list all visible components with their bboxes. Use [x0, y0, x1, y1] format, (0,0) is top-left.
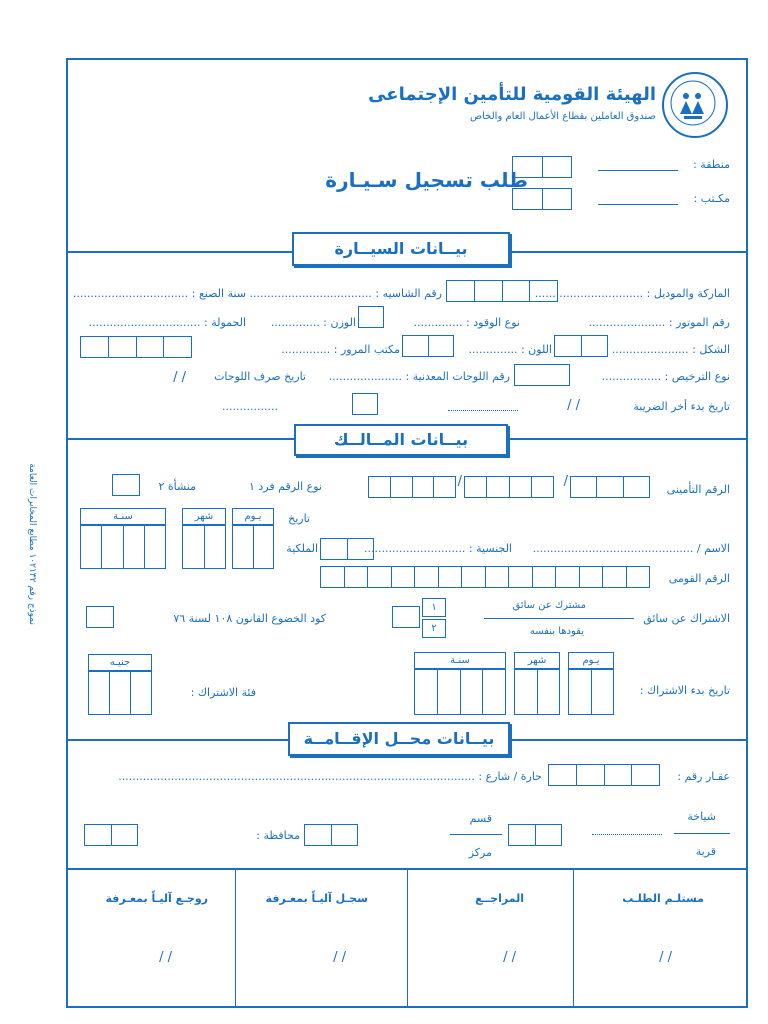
car-traffic-office: مكتب المرور : ..............: [281, 343, 400, 356]
weight-box[interactable]: [358, 306, 384, 328]
footer-reviewed: روجـع آليـاً بمعـرفة: [105, 892, 208, 905]
form-title: طلب تسجيل سـيـارة: [325, 168, 528, 192]
tax-date-dots: [448, 410, 518, 411]
sub-day-label: يـوم: [568, 652, 614, 669]
car-make-year: سنة الصنع : .................................: [72, 287, 246, 300]
residence-governorate: محافظة :: [256, 829, 300, 842]
property-no-boxes[interactable]: [548, 764, 660, 786]
chassis-boxes[interactable]: [446, 280, 558, 302]
insurance-boxes-2[interactable]: [464, 476, 554, 498]
owner-drives-self: يقودها بنفسه: [529, 626, 584, 637]
owner-sub-category: فئة الاشتراك :: [190, 686, 256, 699]
owner-day-label: يـوم: [232, 508, 274, 525]
qism-line: [450, 834, 502, 835]
residence-sheyakha: شياخة: [687, 810, 716, 823]
owner-national-id: الرقم القومى: [668, 572, 730, 585]
office-label: مكـتب :: [693, 192, 730, 205]
residence-property-no: عقـار رقم :: [677, 770, 730, 783]
section-owner-title: بيــانات المــالــك: [294, 424, 508, 456]
residence-street: حارة / شارع : ......................................................................................................: [118, 770, 542, 783]
side-form-number: نموذج رقم ١٠٢١٣٢ مطابع المخابرات العامة: [27, 463, 37, 625]
owner-month-label: شهر: [182, 508, 226, 525]
footer-date-slashes: / /: [333, 950, 346, 965]
footer-date-slashes: / /: [503, 950, 516, 965]
number-type-box[interactable]: [112, 474, 140, 496]
owner-sub-with-driver: مشترك عن سائق: [512, 600, 586, 611]
sub-year-boxes[interactable]: [414, 669, 506, 715]
residence-markaz: مركز: [468, 846, 492, 859]
plate-date-slashes: / /: [173, 370, 186, 385]
slash-sep: /: [563, 474, 568, 489]
owner-month-boxes[interactable]: [182, 525, 226, 569]
option-1-box[interactable]: ١: [422, 598, 446, 617]
tax-dots-right: ................: [222, 400, 278, 413]
car-license-type: نوع الترخيص : .................: [601, 370, 730, 383]
car-fuel: نوع الوقود : ..............: [413, 316, 520, 329]
law-code-box[interactable]: [86, 606, 114, 628]
car-weight: الوزن : ..............: [270, 316, 356, 329]
car-plate-number: رقم اللوحات المعدنية : .....................: [328, 370, 510, 383]
car-load: الحمولة : ................................: [88, 316, 246, 329]
region-line: [598, 170, 678, 171]
owner-nationality: الجنسية : .............................: [364, 542, 512, 555]
tax-box[interactable]: [352, 393, 378, 415]
sub-option-divider: [484, 618, 634, 619]
qism-boxes[interactable]: [508, 824, 562, 846]
insurance-boxes-1[interactable]: [570, 476, 650, 498]
org-title: الهيئة القومية للتأمين الإجتماعى: [368, 84, 656, 105]
governorate-boxes[interactable]: [84, 824, 138, 846]
owner-name: الاسم / ..............................................: [532, 542, 730, 555]
option-2-box[interactable]: ٢: [422, 619, 446, 638]
traffic-office-box[interactable]: [402, 335, 454, 357]
owner-sub-start: تاريخ بدء الاشتراك :: [639, 684, 730, 697]
section-residence-title: بيــانات محــل الإقــامــة: [288, 722, 510, 756]
residence-qism: قسم: [469, 812, 492, 825]
owner-number-type: نوع الرقم فرد ١: [248, 480, 322, 493]
national-id-boxes[interactable]: [320, 566, 650, 588]
village-dots: [592, 834, 662, 835]
org-logo-icon: [664, 74, 722, 132]
owner-ownership: الملكية: [286, 542, 318, 555]
plate-number-box[interactable]: [514, 364, 570, 386]
section-car-title: بيــانات السيــارة: [292, 232, 510, 266]
color-boxes[interactable]: [554, 335, 608, 357]
footer-col-divider: [235, 868, 236, 1008]
office-boxes[interactable]: [512, 188, 572, 210]
footer-recorded: سجـل آليـاً بمعـرفة: [265, 892, 368, 905]
car-brand-model: الماركة والموديل : ...............................: [534, 287, 730, 300]
sub-category-boxes[interactable]: [88, 671, 152, 715]
footer-date-slashes: / /: [659, 950, 672, 965]
sub-year-label: سنـة: [414, 652, 506, 669]
owner-law-code: كود الخضوع القانون ١٠٨ لسنة ٧٦: [173, 612, 326, 625]
footer-receiver: مستلـم الطلـب: [622, 892, 704, 905]
qism-left-boxes[interactable]: [304, 824, 358, 846]
car-color: اللون : ..............: [468, 343, 552, 356]
residence-village: قرية: [695, 845, 716, 858]
car-chassis: رقم الشاسيه : ...................................: [249, 287, 442, 300]
car-shape: الشكل : ......................: [611, 343, 730, 356]
owner-date-label: تاريخ: [288, 512, 310, 525]
org-subtitle: صندوق العاملين بقطاع الأعمال العام والخاص: [470, 111, 656, 122]
footer-col-divider: [573, 868, 574, 1008]
owner-year-label: سنـة: [80, 508, 166, 525]
region-boxes[interactable]: [512, 156, 572, 178]
insurance-boxes-3[interactable]: [368, 476, 456, 498]
owner-day-boxes[interactable]: [232, 525, 274, 569]
owner-insurance-no: الرقم التأمينى: [666, 483, 730, 496]
shape-boxes[interactable]: [80, 336, 192, 358]
org-logo: [662, 72, 728, 138]
region-label: منطقة :: [693, 158, 730, 171]
tax-date-slashes: / /: [567, 398, 580, 413]
footer-date-slashes: / /: [159, 950, 172, 965]
form-frame: [66, 58, 748, 1008]
sub-day-boxes[interactable]: [568, 669, 614, 715]
owner-year-boxes[interactable]: [80, 525, 166, 569]
owner-facility: منشأة ٢: [158, 480, 196, 493]
owner-sub-driver: الاشتراك عن سائق: [643, 612, 730, 625]
car-plate-date: تاريخ صرف اللوحات: [214, 370, 306, 383]
car-tax-date: تاريخ بدء أخر الضريبة: [633, 400, 730, 413]
car-motor: رقم الموتور : ......................: [588, 316, 730, 329]
footer-col-divider: [407, 868, 408, 1008]
sub-month-label: شهر: [514, 652, 560, 669]
slash-sep: /: [457, 474, 462, 489]
ownership-boxes[interactable]: [320, 538, 374, 560]
pound-label: جنيـه: [88, 654, 152, 671]
sheyakha-line: [674, 833, 730, 834]
driver-choice-box[interactable]: [392, 606, 420, 628]
sub-month-boxes[interactable]: [514, 669, 560, 715]
office-line: [598, 204, 678, 205]
footer-reviewer: المراجــع: [475, 892, 524, 905]
